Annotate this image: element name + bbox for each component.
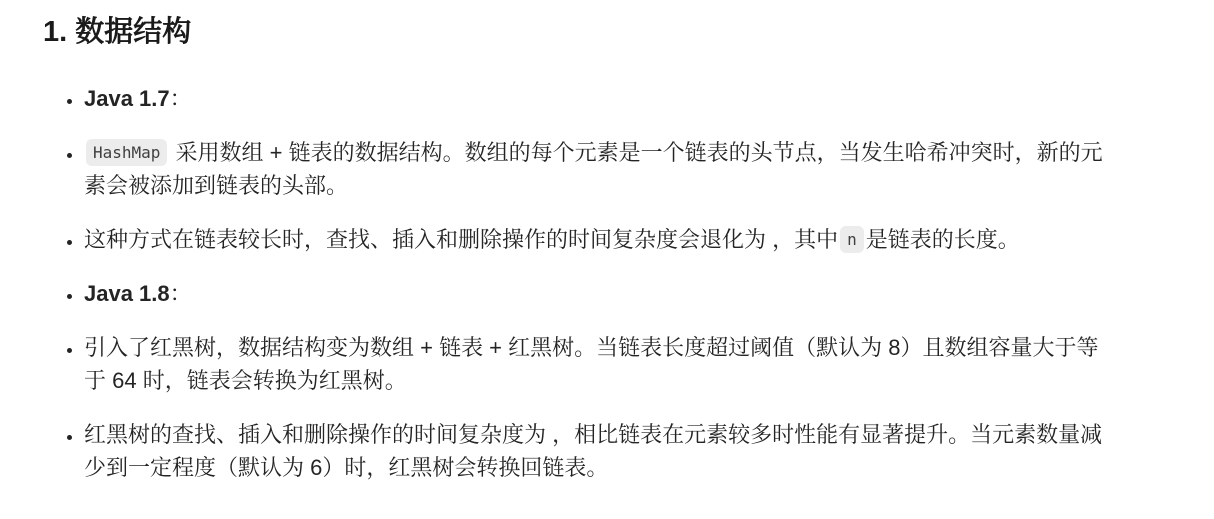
inline-code: HashMap xyxy=(86,139,167,166)
bold-text: Java 1.8 xyxy=(84,281,170,306)
list-item xyxy=(84,82,1118,115)
text-segment: 红黑树的查找、插入和删除操作的时间复杂度为 ，相比链表在元素较多时性能有显著提升。当元素数量减少到一定程度（默认为 6）时，红黑树会转换回链表。 xyxy=(84,422,1103,480)
section-heading: 1. 数据结构 xyxy=(43,16,192,48)
inline-code: n xyxy=(840,226,864,253)
text-segment: 采用数组 + 链表的数据结构。数组的每个元素是一个链表的头节点，当发生哈希冲突时，新的元素会被添加到链表的头部。 xyxy=(84,140,1103,198)
bullet-list xyxy=(43,82,1118,484)
list-item xyxy=(84,277,1118,310)
text-segment: 引入了红黑树，数据结构变为数组 + 链表 + 红黑树。当链表长度超过阈值（默认为 8）且数组容量大于等于 64 时，链表会转换为红黑树。 xyxy=(84,335,1099,393)
list-item xyxy=(84,223,1118,256)
list-item xyxy=(84,331,1118,397)
list-item xyxy=(84,418,1118,484)
text-segment: 这种方式在链表较长时，查找、插入和删除操作的时间复杂度会退化为 ，其中 xyxy=(84,227,839,252)
text-segment: ： xyxy=(169,86,192,111)
document xyxy=(43,14,1190,484)
text-segment: 是链表的长度。 xyxy=(865,227,1020,252)
bold-text: Java 1.7 xyxy=(84,86,170,111)
list-item xyxy=(84,136,1118,202)
text-segment: ： xyxy=(169,281,192,306)
